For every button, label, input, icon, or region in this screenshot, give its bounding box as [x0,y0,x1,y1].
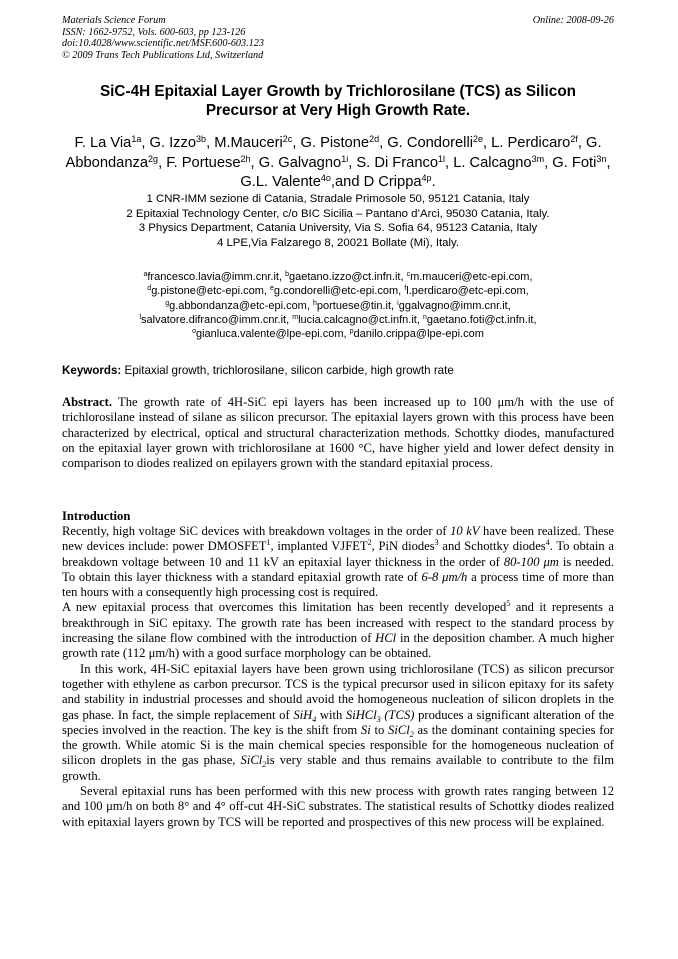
formula-subscript: 2 [409,729,414,739]
formula-base: SiH [293,707,313,722]
formula [293,708,316,722]
author-affiliation-mark: 2h [240,153,251,164]
citation-ref: 4 [545,538,550,548]
email-separator: , [278,271,286,283]
author-affiliation-mark: 2g [148,153,159,164]
email-address[interactable]: danilo.crippa@lpe-epi.com [353,328,484,341]
author-name: L. Calcagno [453,154,532,171]
text-run: is needed. To obtain this layer thickness with a standard epitaxial growth rate of [62,554,614,584]
author-affiliation-mark: 3m [531,153,545,164]
email-address[interactable]: gaetano.foti@ct.infn.it [426,313,534,326]
author-name: S. Di Franco [356,154,438,171]
email-mark: a [143,271,148,278]
abstract [62,395,614,471]
author-name: F. La Via [74,135,132,151]
email-separator: , [529,271,533,283]
author-name: G.L. Valente [240,174,321,191]
copyright-line: © 2009 Trans Tech Publications Ltd, Switzerland [62,49,264,61]
title-line-2: Precursor at Very High Growth Rate. [205,102,471,119]
intro-paragraph-4: Several epitaxial runs has been performed with this new process with growth rates ranging between 12 and 100 μm/h on both 8° and 4° off-cut 4H-SiC substrates. The statistical results of Schottky diodes realized with epitaxial layers grown by TCS will be reported and prospectives of this new process will be explained. [62,784,614,829]
affiliation-2: 2 Epitaxial Technology Center, c/o BIC Sicilia – Pantano d’Arci, 95030 Catania, Italy. [126,207,550,220]
email-separator: , [400,271,407,283]
email-address[interactable]: gianluca.valente@lpe-epi.com [195,328,344,341]
author-separator: , [292,135,301,151]
email-separator: , [507,299,511,312]
author-separator: , [348,154,357,171]
citation-ref: 2 [367,538,372,548]
author-name: G. Pistone [300,135,370,151]
intro-paragraph-1 [62,524,614,600]
text-run: Recently, high voltage SiC devices with breakdown voltages in the order of [62,524,451,538]
italic-run: Si [360,722,371,737]
author-separator: ,and [330,174,364,191]
keywords-label: Keywords: [62,364,122,377]
email-address[interactable]: salvatore.difranco@imm.cnr.it [141,313,287,326]
email-mark: l [139,313,142,321]
email-address[interactable]: g.pistone@etc-epi.com [151,285,264,298]
author-separator: , [577,135,587,151]
author-affiliation-mark: 1i [341,153,349,164]
affiliation-3: 3 Physics Department, Catania University, Via S. Sofia 64, 95123 Catania, Italy [138,222,538,235]
author-affiliation-mark: 1a [131,134,142,144]
email-separator: , [263,285,270,298]
author-separator: , [544,154,553,171]
author-separator: , [250,154,259,171]
text-run: In this work, 4H-SiC epitaxial layers have been grown using trichlorosilane (TCS) as silicon precursor together with ethylene as carbon precursor. TCS is the typical precursor used in silicon epitaxy for its safety and stability in industrial processes and should avoid the homogeneous nucleation of silicon droplets in the gas phase. In fact, the simple replacement of [62,661,614,722]
email-address[interactable]: l.perdicaro@etc-epi.com [406,285,526,298]
email-address[interactable]: lucia.calcagno@ct.infn.it [298,313,417,326]
intro-paragraph-3 [62,662,614,784]
author-list [56,134,620,193]
email-mark: e [269,285,274,293]
author-name: D Crippa [363,174,422,191]
email-address[interactable]: g.abbondanza@etc-epi.com [169,299,307,312]
author-affiliation-mark: 3b [196,134,207,144]
text-run: to [370,722,389,737]
text-run: a process time of more than ten hours with a consequently high processing cost is required. [62,569,614,600]
formula-subscript: 3 [376,714,381,724]
text-run: in the deposition chamber. A much higher growth rate (112 μm/h) with a good surface morphology can be obtained. [62,631,614,661]
email-separator: , [391,299,398,312]
paper-title [62,82,614,120]
email-separator: , [306,299,313,312]
text-run: as the dominant containing species for the growth. While atomic Si is the main chemical species responsible for the homogeneous nucleation of silicon droplets in the gas phase, [62,722,614,768]
email-address[interactable]: m.mauceri@etc-epi.com [410,271,530,283]
italic-run: 80-100 μm [503,554,559,569]
author-affiliation-mark: 4o [320,173,331,184]
introduction-body [62,524,614,830]
email-mark: h [312,299,317,307]
text-run: and it represents a breakthrough in SiC epitaxy. The growth rate has been increased with respect to the standard process by increasing the silane flow combined with the introduction of [62,600,614,646]
email-address[interactable]: ggalvagno@imm.cnr.it [398,299,508,312]
author-affiliation-mark: 4p [421,173,432,184]
email-mark: o [192,328,196,336]
author-name: G. Condorelli [387,135,473,151]
text-run: A new epitaxial process that overcomes this limitation has been recently developed [62,600,507,615]
author-affiliation-mark: 1l [438,153,446,164]
author-name: G. Foti [552,154,597,171]
text-run: and Schottky diodes [438,539,546,554]
formula-base: SiCl [240,753,263,768]
formula-subscript: 4 [312,714,317,724]
text-run: produces a significant alteration of the species involved in the reaction. The key is the shift from [62,707,614,737]
text-run: have been realized. These new devices include: power DMOSFET [62,524,614,554]
author-separator: , [206,135,215,151]
italic-run: 10 kV [450,524,480,538]
author-name: G. Abbondanza [65,135,602,171]
formula [240,753,267,770]
author-separator: , [606,154,611,171]
introduction-heading: Introduction [62,509,131,523]
journal-header [62,15,614,61]
formula-subscript: 2 [262,760,267,770]
abstract-text: The growth rate of 4H-SiC epi layers has been increased up to 100 μm/h with the use of trichlorosilane instead of silane as silicon precursor. The epitaxial layers grown with this process have been characterized by electrical, optical and structural characterization methods. Schottky diodes, manufactured on the epitaxial layer grown with trichlorosilane at 1600 °C, have higher yield and lower defect density in comparison to diodes realized on epilayers grown with the standard epitaxial process. [62,395,614,471]
author-separator: , [379,135,388,151]
intro-paragraph-2 [62,600,614,661]
email-separator: , [416,313,423,326]
author-name: F. Portuese [166,154,241,171]
italic-run: HCl [375,631,397,646]
email-mark: d [147,285,152,293]
email-separator: , [398,285,405,298]
author-name: L. Perdicaro [491,135,571,151]
affiliations [62,192,614,250]
author-separator: , [445,154,454,171]
author-name: G. Galvagno [258,154,342,171]
email-separator: , [343,328,350,341]
author-affiliation-mark: 3n [596,153,607,164]
abstract-label: Abstract. [62,395,113,409]
email-address[interactable]: gaetano.izzo@ct.infn.it [289,271,401,283]
author-separator: , [158,154,167,171]
text-run: , implanted VJFET [270,539,368,554]
author-affiliation-mark: 2e [472,134,483,144]
text-run: is very stable and thus remains available to contribute to the film growth. [62,753,614,783]
author-name: G. Izzo [149,135,197,151]
affiliation-4: 4 LPE,Via Falzarego 8, 20021 Bollate (Mi), Italy. [216,236,460,249]
email-mark: b [285,271,289,278]
citation-ref: 1 [266,538,271,548]
email-list [62,270,614,341]
author-separator: , [482,135,492,151]
author-name: M.Mauceri [214,135,283,151]
citation-ref: 5 [506,599,511,609]
email-mark: g [165,299,170,307]
author-separator: , [141,135,150,151]
author-affiliation-mark: 2c [282,134,293,144]
italic-run: 6-8 μm/h [421,569,468,584]
title-line-1: SiC-4H Epitaxial Layer Growth by Trichlorosilane (TCS) as Silicon [99,83,577,100]
doi-line: doi:10.4028/www.scientific.net/MSF.600-603.123 [62,38,264,50]
online-date: Online: 2008-09-26 [532,15,614,26]
email-separator: , [533,313,537,326]
text-run: , PiN diodes [371,539,435,554]
email-mark: n [422,313,427,321]
email-separator: , [525,285,529,298]
email-address[interactable]: g.condorelli@etc-epi.com [273,285,399,298]
email-address[interactable]: portuese@tin.it [316,299,392,312]
email-address[interactable]: francesco.lavia@imm.cnr.it [147,271,279,283]
keywords-text: Epitaxial growth, trichlorosilane, silicon carbide, high growth rate [121,364,454,377]
text-run: with [316,707,346,722]
email-mark: i [397,299,399,307]
issn-line: ISSN: 1662-9752, Vols. 600-603, pp 123-126 [62,26,246,38]
email-mark: p [349,328,354,336]
formula [346,708,415,722]
text-run: . To obtain a breakdown voltage between 10 and 11 kV an epitaxial layer thickness in the order of [62,539,614,569]
affiliation-1: 1 CNR-IMM sezione di Catania, Stradale Primosole 50, 95121 Catania, Italy [146,193,530,205]
author-affiliation-mark: 2d [369,134,380,144]
author-affiliation-mark: 2f [570,134,578,144]
citation-ref: 3 [434,538,439,548]
formula-base: SiHCl [345,707,377,722]
keywords [62,363,614,378]
email-mark: f [404,285,407,293]
formula [388,723,414,737]
formula-base: SiCl [388,722,410,737]
email-mark: c [406,271,411,278]
author-separator: . [431,174,436,191]
email-separator: , [286,313,293,326]
formula-note: (TCS) [380,707,415,722]
journal-name: Materials Science Forum [62,15,166,26]
email-mark: m [292,313,299,321]
